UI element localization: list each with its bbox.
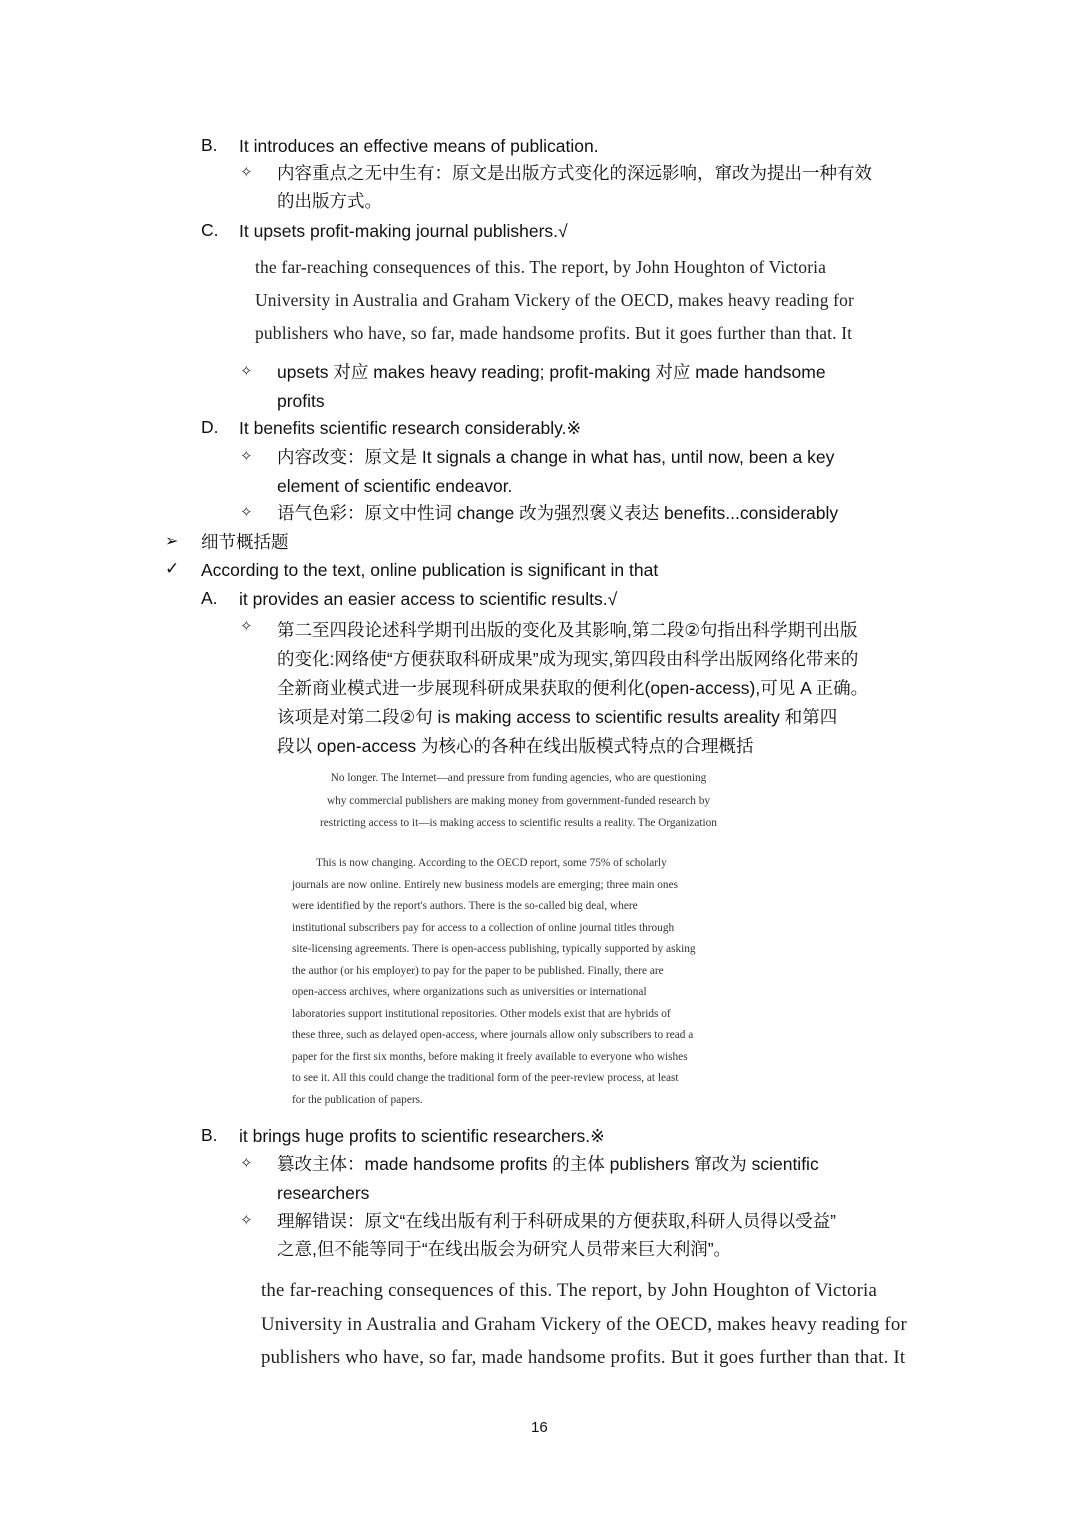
- excerpt-line: why commercial publishers are making money from government-funded research by: [326, 794, 711, 807]
- page-number: 16: [531, 1419, 548, 1436]
- answer-a-explanation: [277, 616, 868, 761]
- diamond-bullet-icon: ✧: [240, 164, 253, 181]
- quote-line: University in Australia and Graham Vickery of the OECD, makes heavy reading for: [261, 1313, 907, 1335]
- note-line: profits: [277, 391, 325, 411]
- quote-line: the far-reaching consequences of this. The report, by John Houghton of Victoria: [261, 1280, 877, 1301]
- option-c-text: It upsets profit-making journal publishers.√: [239, 221, 568, 241]
- answer-b-text: it brings huge profits to scientific researchers.※: [239, 1126, 605, 1146]
- answer-letter-a: A.: [201, 588, 218, 608]
- note-line: 的变化:网络使“方便获取科研成果”成为现实,第四段由科学出版网络化带来的: [277, 649, 859, 669]
- note-line: element of scientific endeavor.: [277, 476, 513, 496]
- note-line: 篡改主体：made handsome profits 的主体 publishers 窜改为 scientific: [277, 1154, 819, 1174]
- arrow-bullet-icon: ➢: [165, 533, 179, 550]
- quoted-passage: [255, 251, 854, 350]
- section-heading: 细节概括题: [201, 532, 289, 552]
- scanned-excerpt: [292, 853, 696, 1111]
- excerpt-line: No longer. The Internet—and pressure from funding agencies, who are questioning: [330, 772, 707, 784]
- note-line: 第二至四段论述科学期刊出版的变化及其影响,第二段②句指出科学期刊出版: [277, 620, 858, 640]
- note-line: 内容改变：原文是 It signals a change in what has, until now, been a key: [277, 447, 835, 467]
- note-line: 该项是对第二段②句 is making access to scientific results areality 和第四: [277, 707, 838, 727]
- excerpt-line: the author (or his employer) to pay for the paper to be published. Finally, there are: [292, 964, 664, 977]
- excerpt-line: these three, such as delayed open-access, where journals allow only subscribers to read a: [292, 1029, 694, 1041]
- excerpt-line: paper for the first six months, before making it freely available to everyone who wishes: [292, 1050, 688, 1063]
- scanned-excerpt: [286, 767, 751, 835]
- quote-line: publishers who have, so far, made handsome profits. But it goes further than that. It: [261, 1347, 906, 1368]
- check-bullet-icon: ✓: [165, 559, 180, 578]
- question-text: According to the text, online publication is significant in that: [201, 560, 659, 580]
- quote-line: publishers who have, so far, made handsome profits. But it goes further than that. It: [255, 323, 853, 343]
- excerpt-line: This is now changing. According to the OECD report, some 75% of scholarly: [316, 857, 667, 869]
- quote-line: University in Australia and Graham Vickery of the OECD, makes heavy reading for: [255, 290, 854, 310]
- quoted-passage: [261, 1274, 907, 1375]
- diamond-bullet-icon: ✧: [240, 363, 253, 380]
- note-line: 语气色彩：原文中性词 change 改为强烈褒义表达 benefits...considerably: [277, 503, 839, 523]
- note-line: 段以 open-access 为核心的各种在线出版模式特点的合理概括: [277, 736, 754, 756]
- diamond-bullet-icon: ✧: [240, 504, 253, 521]
- diamond-bullet-icon: ✧: [240, 618, 253, 635]
- note-line: 内容重点之无中生有：原文是出版方式变化的深远影响，窜改为提出一种有效: [277, 163, 872, 183]
- note-line: researchers: [277, 1183, 370, 1203]
- answer-letter-b: B.: [201, 1125, 218, 1145]
- answer-a-text: it provides an easier access to scientific results.√: [239, 589, 618, 609]
- option-d-text: It benefits scientific research considerably.※: [239, 418, 582, 438]
- note-line: 理解错误：原文“在线出版有利于科研成果的方便获取,科研人员得以受益”: [277, 1211, 837, 1231]
- note-line: 的出版方式。: [277, 191, 382, 211]
- excerpt-line: for the publication of papers.: [292, 1093, 423, 1106]
- excerpt-line: institutional subscribers pay for access to a collection of online journal titles through: [292, 921, 675, 934]
- excerpt-line: site-licensing agreements. There is open-access publishing, typically supported by asking: [292, 943, 696, 955]
- excerpt-line: open-access archives, where organizations such as universities or international: [292, 986, 647, 998]
- excerpt-line: laboratories support institutional repositories. Other models exist that are hybrids of: [292, 1007, 671, 1020]
- note-line: 之意,但不能等同于“在线出版会为研究人员带来巨大利润”。: [277, 1239, 732, 1259]
- excerpt-line: were identified by the report's authors. There is the so-called big deal, where: [292, 900, 638, 912]
- option-letter-d: D.: [201, 417, 219, 437]
- option-letter-b: B.: [201, 135, 218, 155]
- note-line: 全新商业模式进一步展现科研成果获取的便利化(open-access),可见 A 正确。: [277, 678, 869, 698]
- note-line: upsets 对应 makes heavy reading; profit-making 对应 made handsome: [277, 362, 826, 382]
- excerpt-line: to see it. All this could change the traditional form of the peer-review process, at least: [292, 1072, 679, 1084]
- diamond-bullet-icon: ✧: [240, 448, 253, 465]
- diamond-bullet-icon: ✧: [240, 1212, 253, 1229]
- diamond-bullet-icon: ✧: [240, 1155, 253, 1172]
- option-b-text: It introduces an effective means of publication.: [239, 136, 599, 156]
- quote-line: the far-reaching consequences of this. The report, by John Houghton of Victoria: [255, 257, 827, 277]
- excerpt-line: journals are now online. Entirely new business models are emerging; three main ones: [292, 878, 678, 891]
- excerpt-line: restricting access to it—is making access to scientific results a reality. The Organization: [320, 817, 717, 829]
- option-letter-c: C.: [201, 220, 219, 240]
